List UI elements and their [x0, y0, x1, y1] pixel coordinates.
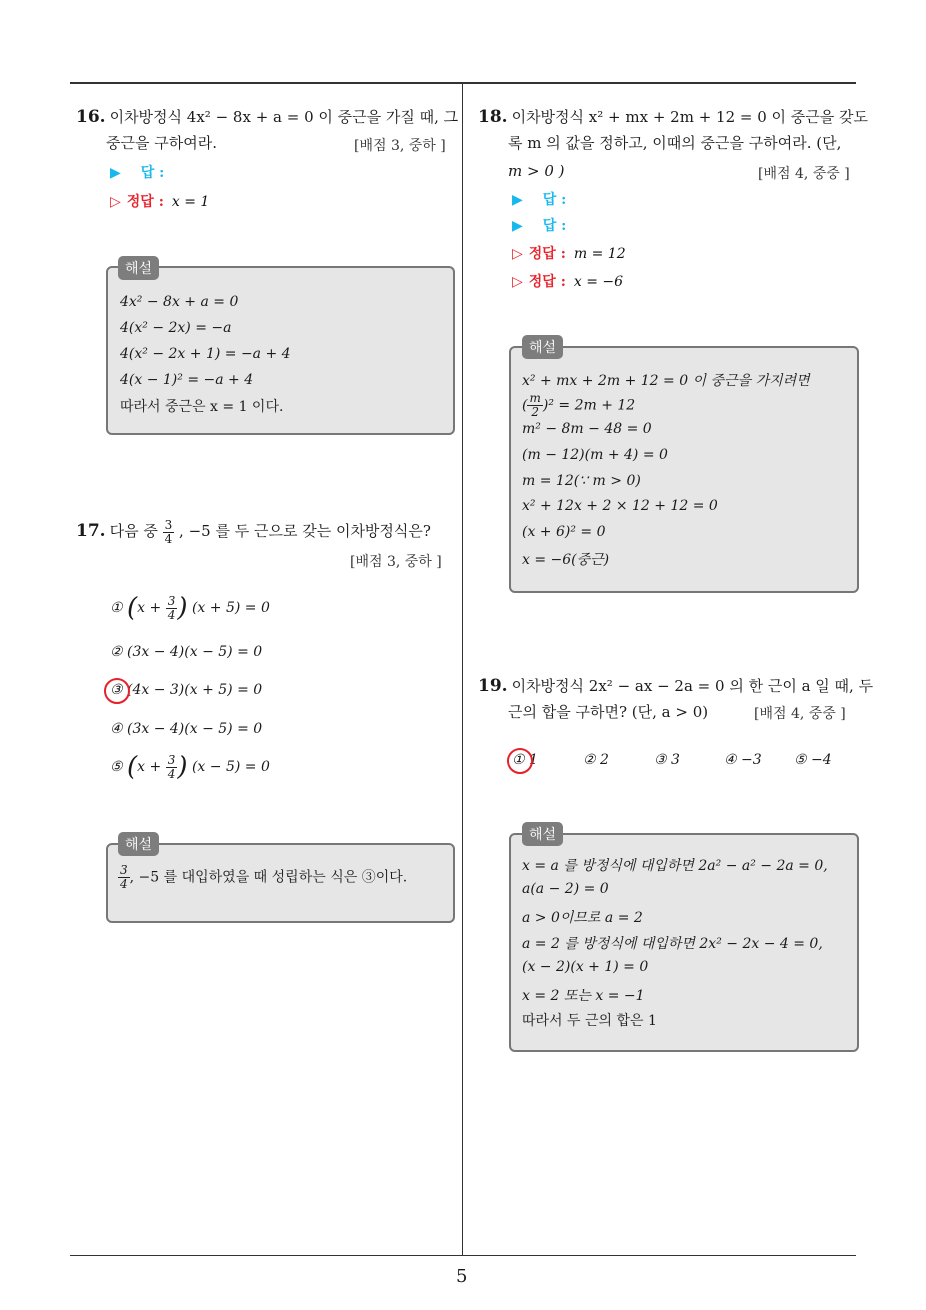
q16-number: 16. [76, 107, 106, 127]
q17-meta: [배점 3, 중하 ] [350, 554, 442, 570]
q19-option-2[interactable]: ② 2 [583, 752, 609, 768]
frac-numerator: m [529, 391, 541, 405]
q19-option-5[interactable]: ⑤ −4 [794, 752, 832, 768]
q16-correct [110, 191, 209, 211]
frac-numerator: 3 [120, 863, 128, 877]
outline-triangle-icon: ▷ [512, 274, 523, 290]
bottom-rule [70, 1255, 856, 1256]
sol-fraction [527, 392, 542, 419]
q19-sol-line: a = 2 를 방정식에 대입하면 2x² − 2x − 4 = 0, [522, 936, 823, 952]
q18-answer-label: 답 : [542, 218, 567, 234]
left-paren: ( [127, 593, 138, 623]
q19-sol-line: a > 0이므로 a = 2 [522, 910, 643, 926]
q19-option-3[interactable]: ③ 3 [654, 752, 680, 768]
q18-line3: m > 0 ) [508, 162, 565, 180]
option-mark: ① [110, 600, 123, 616]
option-fraction [166, 595, 178, 622]
q18-solution-tag: 해설 [522, 335, 563, 359]
q19-text: 이차방정식 2x² − ax − 2a = 0 의 한 근이 a 일 때, 두 [511, 677, 874, 695]
option-text: x + [137, 759, 162, 775]
top-rule [70, 82, 856, 84]
q19-solution-tag: 해설 [522, 822, 563, 846]
q18-line1 [478, 104, 868, 130]
q19-option-1[interactable]: ① 1 [512, 752, 538, 768]
q16-correct-label: 정답 : [126, 194, 164, 210]
solid-triangle-icon: ▶ [512, 218, 523, 234]
q16-line1 [76, 104, 458, 130]
q17-fraction [163, 519, 175, 546]
q18-correct-label: 정답 : [528, 246, 566, 262]
sol-text: )² = 2m + 12 [542, 397, 636, 414]
page-number: 5 [456, 1266, 468, 1287]
option-mark: ⑤ [110, 759, 123, 775]
q18-sol-line: m = 12(∵ m > 0) [522, 473, 641, 489]
q16-sol-line: 따라서 중근은 x = 1 이다. [120, 399, 284, 415]
q17-text-pre: 다음 중 [109, 522, 158, 540]
q17-option-5[interactable] [110, 752, 270, 782]
option-text: x + [137, 600, 162, 616]
q18-line2: 록 m 의 값을 정하고, 이때의 중근을 구하여라. (단, [508, 134, 842, 152]
q19-number: 19. [478, 676, 508, 696]
left-paren: ( [127, 752, 138, 782]
q16-sol-line: 4(x − 1)² = −a + 4 [120, 372, 254, 388]
q18-answer-2 [512, 215, 566, 235]
frac-numerator: 3 [167, 593, 176, 608]
frac-denominator: 4 [120, 877, 128, 891]
q18-sol-line: ( $\frac{m}{2}$ )² = 2m + 12 [522, 391, 636, 419]
option-text: (x − 5) = 0 [191, 759, 270, 775]
frac-denominator: 2 [531, 405, 539, 419]
q16-sol-line: 4x² − 8x + a = 0 [120, 294, 239, 310]
q19-sol-line: (x − 2)(x + 1) = 0 [522, 959, 649, 975]
selected-answer-circle [507, 748, 533, 774]
q16-correct-value: x = 1 [171, 194, 210, 210]
right-paren: ) [177, 752, 188, 782]
q18-correct-1 [512, 243, 626, 263]
q16-solution-tag: 해설 [118, 256, 159, 280]
frac-denominator: 4 [167, 607, 176, 622]
frac-denominator: 4 [164, 531, 173, 546]
q18-answer-1 [512, 189, 566, 209]
frac-numerator: 3 [164, 517, 173, 532]
frac-numerator: 3 [167, 752, 176, 767]
selected-answer-circle [104, 678, 130, 704]
sol-fraction [118, 864, 130, 891]
q16-sol-line: 4(x² − 2x) = −a [120, 320, 232, 336]
q17-option-3[interactable]: ③ (4x − 3)(x + 5) = 0 [110, 682, 263, 698]
q18-sol-line: m² − 8m − 48 = 0 [522, 421, 652, 437]
q16-text: 이차방정식 4x² − 8x + a = 0 이 중근을 가질 때, 그 [109, 108, 459, 126]
q18-correct-value: x = −6 [573, 274, 624, 290]
q18-sol-line: x² + mx + 2m + 12 = 0 이 중근을 가지려면 [522, 373, 810, 389]
q16-answer-label: 답 : [140, 165, 165, 181]
q19-sol-line: x = a 를 방정식에 대입하면 2a² − a² − 2a = 0, [522, 858, 828, 874]
q18-sol-line: x² + 12x + 2 × 12 + 12 = 0 [522, 498, 718, 514]
q19-line1 [478, 673, 873, 699]
column-divider [462, 84, 463, 1256]
option-text: (x + 5) = 0 [191, 600, 270, 616]
q18-sol-line: (m − 12)(m + 4) = 0 [522, 447, 668, 463]
q19-sol-line: a(a − 2) = 0 [522, 881, 609, 897]
q17-option-2[interactable]: ② (3x − 4)(x − 5) = 0 [110, 644, 263, 660]
q17-number: 17. [76, 521, 106, 541]
q19-option-4[interactable]: ④ −3 [724, 752, 762, 768]
q17-solution-tag: 해설 [118, 832, 159, 856]
q19-sol-line: x = 2 또는 x = −1 [522, 988, 645, 1004]
q18-correct-2 [512, 271, 623, 291]
q17-line1 [76, 518, 431, 546]
solid-triangle-icon: ▶ [110, 165, 121, 181]
q19-meta: [배점 4, 중중 ] [754, 706, 846, 722]
q18-correct-value: m = 12 [573, 246, 626, 262]
q16-answer [110, 162, 164, 182]
q18-answer-label: 답 : [542, 192, 567, 208]
sol-text: , −5 를 대입하였을 때 성립하는 식은 ③이다. [129, 869, 408, 886]
q18-sol-line: x = −6(중근) [522, 552, 610, 568]
frac-denominator: 4 [167, 766, 176, 781]
q19-sol-line: 따라서 두 근의 합은 1 [522, 1013, 657, 1029]
q17-text-post: , −5 를 두 근으로 갖는 이차방정식은? [179, 522, 431, 540]
right-paren: ) [177, 593, 188, 623]
q18-text: 이차방정식 x² + mx + 2m + 12 = 0 이 중근을 갖도 [511, 108, 869, 126]
q17-option-1[interactable] [110, 593, 270, 623]
q16-line2: 중근을 구하여라. [106, 134, 217, 152]
q18-meta: [배점 4, 중중 ] [758, 166, 850, 182]
q19-line2: 근의 합을 구하면? (단, a > 0) [508, 703, 709, 721]
q16-meta: [배점 3, 중하 ] [354, 138, 446, 154]
q18-correct-label: 정답 : [528, 274, 566, 290]
option-fraction [166, 754, 178, 781]
q18-sol-line: (x + 6)² = 0 [522, 524, 606, 540]
q16-sol-line: 4(x² − 2x + 1) = −a + 4 [120, 346, 291, 362]
outline-triangle-icon: ▷ [110, 194, 121, 210]
q17-option-4[interactable]: ④ (3x − 4)(x − 5) = 0 [110, 721, 263, 737]
outline-triangle-icon: ▷ [512, 246, 523, 262]
q18-number: 18. [478, 107, 508, 127]
q17-sol-line [118, 864, 407, 891]
solid-triangle-icon: ▶ [512, 192, 523, 208]
